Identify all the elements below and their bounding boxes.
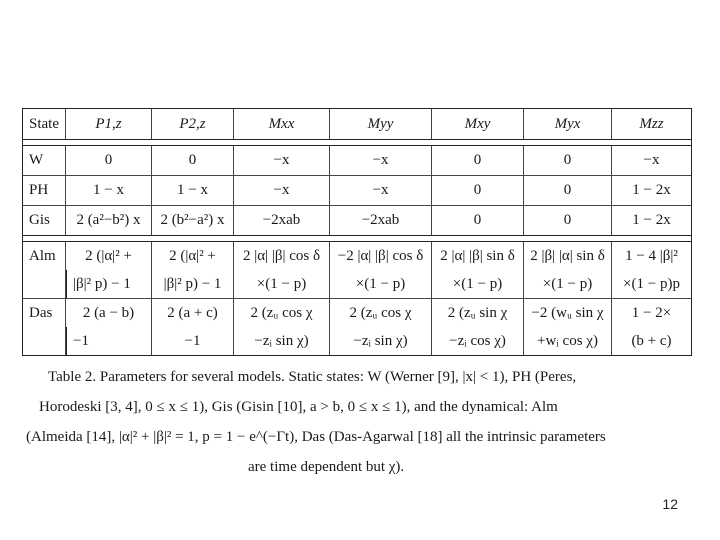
value-cell: 0	[524, 205, 612, 236]
value-cell: −x	[234, 145, 330, 175]
value-cell: (b + c)	[612, 327, 692, 356]
state-cell: Das	[22, 299, 66, 356]
value-cell: −zᵢ sin χ)	[234, 327, 330, 356]
value-cell: +wᵢ cos χ)	[524, 327, 612, 356]
header-cell: Mxy	[432, 108, 524, 140]
value-cell: 2 (zᵤ cos χ	[234, 299, 330, 327]
value-cell: 1 − x	[66, 175, 152, 205]
header-cell: State	[22, 108, 66, 140]
value-cell: 1 − x	[152, 175, 234, 205]
value-cell: ×(1 − p)	[432, 270, 524, 299]
value-cell: −x	[234, 175, 330, 205]
value-cell: −2xab	[330, 205, 432, 236]
parameters-table-container	[22, 108, 692, 356]
value-cell: −1	[152, 327, 234, 356]
value-cell: 0	[66, 145, 152, 175]
caption-line: are time dependent but χ).	[248, 459, 405, 475]
caption-line: Table 2. Parameters for several models. Static states: W (Werner [9], |x| < 1), PH (Peres,	[48, 369, 577, 385]
state-cell: Alm	[22, 241, 66, 299]
table-row	[22, 205, 692, 236]
value-cell: 1 − 2x	[612, 205, 692, 236]
header-cell: Myy	[330, 108, 432, 140]
value-cell: −x	[330, 145, 432, 175]
state-cell: Gis	[22, 205, 66, 236]
value-cell: ×(1 − p)	[524, 270, 612, 299]
header-cell: P2,z	[152, 108, 234, 140]
value-cell: ×(1 − p)	[330, 270, 432, 299]
value-cell: 2 |β| |α| sin δ	[524, 241, 612, 270]
value-cell: 1 − 2×	[612, 299, 692, 327]
value-cell: −2 (wᵤ sin χ	[524, 299, 612, 327]
table-header-row	[22, 108, 692, 140]
value-cell: 2 (zᵤ sin χ	[432, 299, 524, 327]
value-cell: −x	[612, 145, 692, 175]
value-cell: 0	[524, 175, 612, 205]
value-cell: ×(1 − p)p	[612, 270, 692, 299]
state-cell: W	[22, 145, 66, 175]
value-cell: −2 |α| |β| cos δ	[330, 241, 432, 270]
table-row	[22, 299, 692, 327]
value-cell: 2 (b²−a²) x	[152, 205, 234, 236]
value-cell: |β|² p) − 1	[152, 270, 234, 299]
value-cell: 1 − 2x	[612, 175, 692, 205]
value-cell: 2 |α| |β| sin δ	[432, 241, 524, 270]
table-row	[22, 241, 692, 270]
value-cell: |β|² p) − 1	[66, 270, 152, 299]
header-cell: Myx	[524, 108, 612, 140]
value-cell: 0	[432, 145, 524, 175]
value-cell: 0	[432, 175, 524, 205]
value-cell: 2 (a − b)	[66, 299, 152, 327]
value-cell: 2 (|α|² +	[66, 241, 152, 270]
value-cell: 2 (a + c)	[152, 299, 234, 327]
state-cell: PH	[22, 175, 66, 205]
table-row	[22, 175, 692, 205]
table-row	[22, 145, 692, 175]
header-cell: P1,z	[66, 108, 152, 140]
value-cell: 0	[432, 205, 524, 236]
value-cell: ×(1 − p)	[234, 270, 330, 299]
value-cell: 2 (a²−b²) x	[66, 205, 152, 236]
value-cell: 0	[152, 145, 234, 175]
parameters-table	[22, 108, 692, 356]
value-cell: −zᵢ cos χ)	[432, 327, 524, 356]
table-row	[22, 327, 692, 356]
value-cell: −1	[66, 327, 152, 356]
header-cell: Mzz	[612, 108, 692, 140]
header-cell: Mxx	[234, 108, 330, 140]
value-cell: 0	[524, 145, 612, 175]
value-cell: −zᵢ sin χ)	[330, 327, 432, 356]
value-cell: 2 (zᵤ cos χ	[330, 299, 432, 327]
caption-line: Horodeski [3, 4], 0 ≤ x ≤ 1), Gis (Gisin [10], a > b, 0 ≤ x ≤ 1), and the dynamical: Alm	[39, 399, 558, 415]
value-cell: −2xab	[234, 205, 330, 236]
value-cell: −x	[330, 175, 432, 205]
value-cell: 2 (|α|² +	[152, 241, 234, 270]
value-cell: 2 |α| |β| cos δ	[234, 241, 330, 270]
page-number: 12	[662, 496, 678, 512]
value-cell: 1 − 4 |β|²	[612, 241, 692, 270]
caption-line: (Almeida [14], |α|² + |β|² = 1, p = 1 − e^(−Γt), Das (Das-Agarwal [18] all the intrinsic parameters	[26, 429, 606, 445]
table-caption	[26, 362, 676, 482]
table-row	[22, 270, 692, 299]
